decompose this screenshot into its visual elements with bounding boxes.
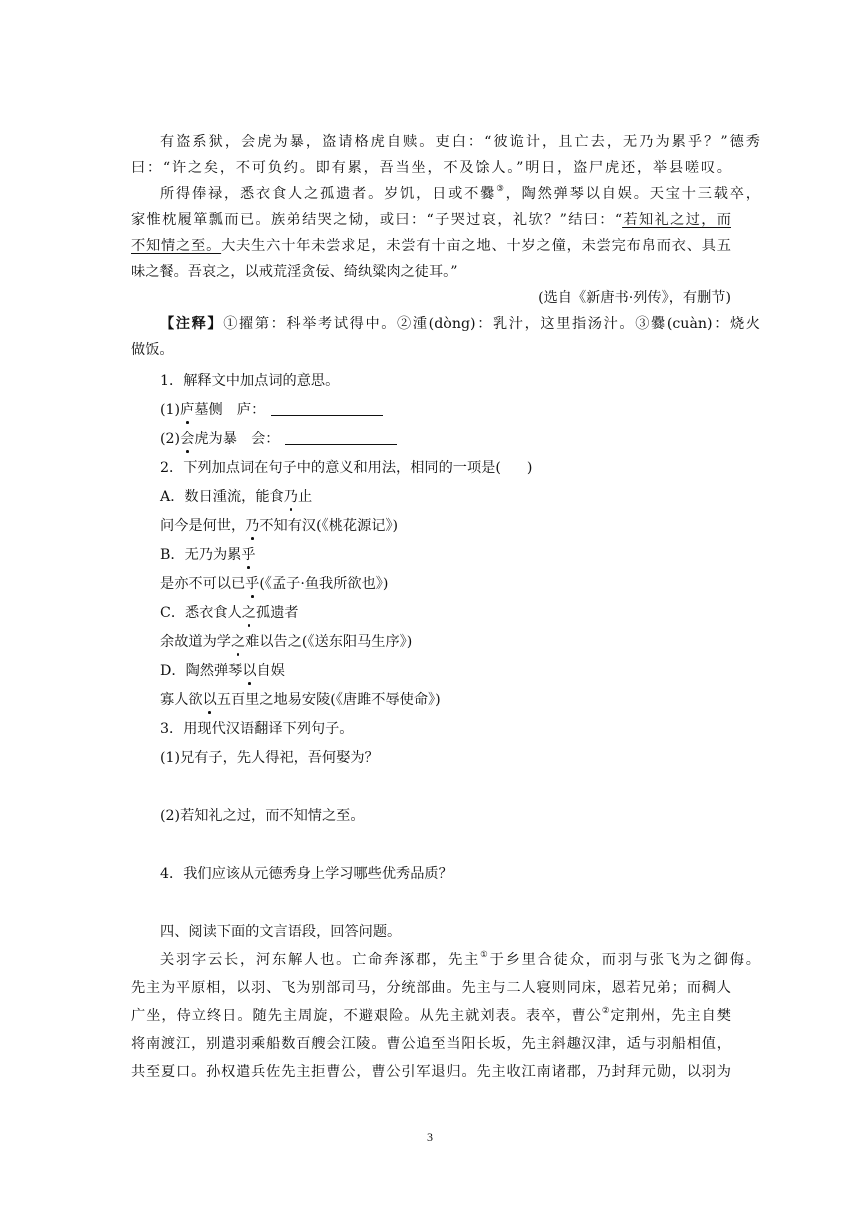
option-b-compare: 是亦不可以已乎(《孟子·鱼我所欲也》) [160, 576, 389, 592]
answer-blank[interactable] [285, 430, 397, 445]
source-citation: (选自《新唐书·列传》，有删节) [538, 290, 731, 306]
option-c-compare: 余故道为学之难以告之(《送东阳马生序》) [160, 634, 413, 650]
page-number: 3 [427, 1130, 433, 1144]
passage-line: 广坐，侍立终日。随先主周旋，不避艰险。从先主就刘表。表卒，曹公②定荆州，先主自樊 [131, 1006, 731, 1024]
question-3-item-2: (2)若知礼之过，而不知情之至。 [160, 808, 365, 824]
option-d-compare: 寡人欲以五百里之地易安陵(《唐雎不辱使命》) [160, 692, 441, 708]
question-4: 4．我们应该从元德秀身上学习哪些优秀品质？ [160, 866, 453, 882]
passage-line: 有盗系狱，会虎为暴，盗请格虎自赎。吏白：“彼诡计，且亡去，无乃为累乎？”德秀 [160, 134, 760, 150]
passage-line: 共至夏口。孙权遣兵佐先主拒曹公，曹公引军退归。先主收江南诸郡，乃封拜元勋，以羽为 [131, 1064, 731, 1080]
notes-line: 【注释】①擢第：科举考试得中。②湩(dòng)：乳汁，这里指汤汁。③爨(cuàn)：烧火 [160, 316, 760, 332]
question-1-item-1: (1)庐墓侧 庐： [131, 400, 383, 420]
answer-blank[interactable] [271, 401, 383, 416]
passage-line: 曰：“许之矣，不可负约。即有累，吾当坐，不及馀人。”明日，盗尸虎还，举县嗟叹。 [131, 160, 731, 176]
option-a-compare: 问今是何世，乃不知有汉(《桃花源记》) [160, 518, 399, 534]
question-1: 1．解释文中加点词的意思。 [160, 373, 340, 389]
question-2: 2．下列加点词在句子中的意义和用法，相同的一项是( ) [160, 460, 533, 476]
question-3-item-1: (1)兄有子，先人得祀，吾何娶为？ [160, 750, 379, 766]
notes-label: 【注释】 [160, 316, 224, 332]
passage-line: 先主为平原相，以羽、飞为别部司马，分统部曲。先主与二人寝则同床，恩若兄弟；而稠人 [131, 980, 731, 996]
passage-line: 将南渡江，别遣羽乘船数百艘会江陵。曹公追至当阳长坂，先主斜趣汉津，适与羽船相值， [131, 1036, 731, 1052]
passage-line: 所得俸禄，悉衣食人之孤遗者。岁饥，日或不爨③，陶然弹琴以自娱。天宝十三载卒， [160, 184, 760, 202]
option-c: C．悉衣食人之孤遗者 [160, 605, 299, 621]
option-d: D．陶然弹琴以自娱 [160, 663, 285, 679]
option-a: A．数日湩流，能食乃止 [160, 489, 313, 505]
passage-line: 关羽字云长，河东解人也。亡命奔涿郡，先主①于乡里合徒众，而羽与张飞为之御侮。 [160, 950, 760, 968]
underlined-sentence: 不知情之至。 [131, 238, 222, 254]
option-b: B．无乃为累乎 [160, 547, 256, 563]
passage-line: 味之餐。吾哀之，以戒荒淫贪佞、绮纨粱肉之徒耳。” [131, 264, 458, 280]
underlined-sentence: 若知礼之过，而 [622, 212, 731, 228]
question-1-item-2: (2)会虎为暴 会： [131, 429, 397, 449]
passage-line: 家惟枕履箪瓢而已。族弟结哭之恸，或曰：“子哭过哀，礼欤？”结曰：“若知礼之过，而 [131, 212, 731, 228]
section-heading: 四、阅读下面的文言语段，回答问题。 [160, 924, 402, 940]
passage-line: 不知情之至。大夫生六十年未尝求足，未尝有十亩之地、十岁之僮，未尝完布帛而衣、具五 [131, 238, 731, 254]
notes-line: 做饭。 [131, 342, 174, 358]
question-3: 3．用现代汉语翻译下列句子。 [160, 721, 354, 737]
